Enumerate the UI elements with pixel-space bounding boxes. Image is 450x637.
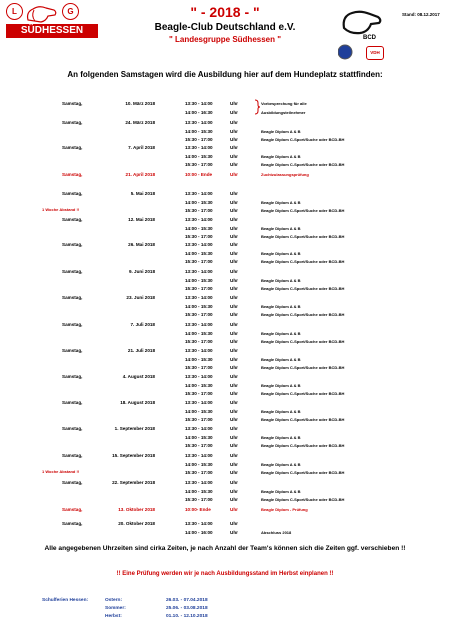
time-range: 14:00 - 15:30 <box>185 488 213 494</box>
logo-letter-l: L <box>6 3 23 20</box>
time-range: 14:00 - 15:30 <box>185 461 213 467</box>
day-label: Samstag, <box>62 480 83 485</box>
session-note: Vorbesprechung für alle <box>261 101 307 106</box>
day-label: Samstag, <box>62 426 83 431</box>
day-label: Samstag, <box>62 322 83 327</box>
day-label: Samstag, <box>62 172 83 177</box>
session-note: Beagle Diplom C-Sport/Suche oder BCD-BH <box>261 443 345 448</box>
logo-letter-g: G <box>62 3 79 20</box>
session-note: Beagle Diplom A & B <box>261 303 301 309</box>
session-note: Beagle Diplom C-Sport/Suche oder BCD-BH <box>261 208 345 213</box>
day-label: Samstag, <box>62 101 83 106</box>
uhr-label: Uhr <box>230 400 238 405</box>
uhr-label: Uhr <box>230 488 238 494</box>
uhr-label: Uhr <box>230 277 238 283</box>
time-range: 13:30 - 14:00 <box>185 348 213 353</box>
uhr-label: Uhr <box>230 199 238 205</box>
session-note: Beagle Diplom A & B <box>261 330 301 336</box>
time-range: 15:30 - 17:00 <box>185 234 213 239</box>
session-note: Beagle Diplom C-Sport/Suche oder BCD-BH <box>261 259 345 264</box>
session-note: Beagle Diplom A & B <box>261 199 301 205</box>
session-note: Beagle Diplom A & B <box>261 434 301 440</box>
uhr-label: Uhr <box>230 242 238 247</box>
time-range: 15:30 - 17:00 <box>185 417 213 422</box>
uhr-label: Uhr <box>230 461 238 467</box>
session-note: Abschluss 2018 <box>261 529 292 535</box>
stand-date: Stand: 08.12.2017 <box>402 12 440 17</box>
uhr-label: Uhr <box>230 137 238 142</box>
uhr-label: Uhr <box>230 295 238 300</box>
uhr-label: Uhr <box>230 426 238 431</box>
session-note: Beagle Diplom A & B <box>261 382 301 388</box>
time-range: 14:00 - 16:30 <box>185 109 213 115</box>
time-range: 13:30 - 14:00 <box>185 400 213 405</box>
brace-icon <box>254 99 261 115</box>
schedule-row <box>0 337 450 346</box>
schedule-row <box>0 170 450 179</box>
uhr-label: Uhr <box>230 269 238 274</box>
uhr-label: Uhr <box>230 217 238 222</box>
session-note: Beagle Diplom - Prüfung <box>261 507 308 512</box>
schedule-row <box>0 108 450 117</box>
session-note: Beagle Diplom A & B <box>261 408 301 414</box>
holidays-label: Schulferien Hessen: <box>42 598 89 603</box>
uhr-label: Uhr <box>230 374 238 379</box>
lg-suedhessen-logo <box>4 3 102 45</box>
date-label: 7. Juli 2018 <box>130 322 155 327</box>
time-range: 14:00 - 16:00 <box>185 529 213 535</box>
session-note: Beagle Diplom C-Sport/Suche oder BCD-BH <box>261 286 345 291</box>
uhr-label: Uhr <box>230 250 238 256</box>
club-subtitle: " Landesgruppe Südhessen " <box>168 35 282 44</box>
session-note: Beagle Diplom C-Sport/Suche oder BCD-BH <box>261 417 345 422</box>
holiday-range: 25.06. - 03.08.2018 <box>166 606 208 611</box>
time-range: 13:30 - 14:00 <box>185 217 213 222</box>
time-range: 10:00 - Ende <box>185 172 213 177</box>
date-label: 26. Mai 2018 <box>128 242 155 247</box>
session-note: Beagle Diplom A & B <box>261 488 301 494</box>
date-label: 12. Mai 2018 <box>128 217 155 222</box>
day-label: Samstag, <box>62 374 83 379</box>
time-range: 14:00 - 15:30 <box>185 250 213 256</box>
uhr-label: Uhr <box>230 391 238 396</box>
exam-note: !! Eine Prüfung werden wir je nach Ausbildungsstand im Herbst einplanen !! <box>116 571 334 577</box>
uhr-label: Uhr <box>230 434 238 440</box>
time-range: 13:30 - 14:00 <box>185 191 213 196</box>
schedule-row <box>0 257 450 266</box>
week-gap-note: 1 Woche Abstand !! <box>42 207 80 212</box>
session-note: Beagle Diplom A & B <box>261 225 301 231</box>
time-range: 13:30 - 14:00 <box>185 242 213 247</box>
time-range: 14:00 - 15:30 <box>185 408 213 414</box>
schedule-row <box>0 310 450 319</box>
uhr-label: Uhr <box>230 365 238 370</box>
date-label: 15. September 2018 <box>112 453 155 458</box>
day-label: Samstag, <box>62 145 83 150</box>
uhr-label: Uhr <box>230 470 238 475</box>
uhr-label: Uhr <box>230 225 238 231</box>
time-range: 13:30 - 14:00 <box>185 426 213 431</box>
time-range: 13:30 - 14:00 <box>185 295 213 300</box>
date-label: 13. Oktober 2018 <box>118 507 155 512</box>
uhr-label: Uhr <box>230 234 238 239</box>
uhr-label: Uhr <box>230 208 238 213</box>
date-label: 22. September 2018 <box>112 480 155 485</box>
vdh-badge: VDH <box>366 46 384 60</box>
time-range: 14:00 - 15:30 <box>185 356 213 362</box>
time-range: 15:30 - 17:00 <box>185 312 213 317</box>
time-range: 15:30 - 17:00 <box>185 391 213 396</box>
time-range: 14:00 - 15:30 <box>185 303 213 309</box>
uhr-label: Uhr <box>230 312 238 317</box>
time-range: 13:30 - 14:00 <box>185 480 213 485</box>
uhr-label: Uhr <box>230 339 238 344</box>
time-range: 15:30 - 17:00 <box>185 497 213 502</box>
schedule-row <box>0 160 450 169</box>
club-name: Beagle-Club Deutschland e.V. <box>154 22 296 33</box>
time-range: 14:00 - 15:30 <box>185 153 213 159</box>
schedule-row <box>0 415 450 424</box>
session-note: Beagle Diplom A & B <box>261 250 301 256</box>
day-label: Samstag, <box>62 242 83 247</box>
time-range: 15:30 - 17:00 <box>185 259 213 264</box>
time-range: 13:30 - 14:00 <box>185 453 213 458</box>
time-range: 10:00- Ende <box>185 507 211 512</box>
time-range: 14:00 - 15:30 <box>185 330 213 336</box>
time-range: 15:30 - 17:00 <box>185 443 213 448</box>
session-note: Beagle Diplom C-Sport/Suche oder BCD-BH <box>261 137 345 142</box>
session-note: Beagle Diplom C-Sport/Suche oder BCD-BH <box>261 234 345 239</box>
date-label: 20. Oktober 2018 <box>118 521 155 526</box>
time-range: 13:30 - 14:00 <box>185 521 213 526</box>
session-note: Beagle Diplom A & B <box>261 153 301 159</box>
date-label: 7. April 2018 <box>128 145 155 150</box>
holiday-name: Herbst: <box>105 614 122 619</box>
holiday-range: 26.03. - 07.04.2018 <box>166 598 208 603</box>
uhr-label: Uhr <box>230 145 238 150</box>
uhr-label: Uhr <box>230 109 238 115</box>
uhr-label: Uhr <box>230 191 238 196</box>
uhr-label: Uhr <box>230 356 238 362</box>
uhr-label: Uhr <box>230 382 238 388</box>
day-label: Samstag, <box>62 507 83 512</box>
schedule-row <box>0 363 450 372</box>
logo-band: SÜDHESSEN <box>6 24 98 38</box>
session-note: Beagle Diplom C-Sport/Suche oder BCD-BH <box>261 470 345 475</box>
day-label: Samstag, <box>62 217 83 222</box>
time-disclaimer: Alle angegebenen Uhrzeiten sind cirka Zeiten, je nach Anzahl der Team's können sich die Zeiten ggf. verschieben !! <box>44 545 406 552</box>
intro-text: An folgenden Samstagen wird die Ausbildung hier auf dem Hundeplatz stattfinden: <box>67 70 383 79</box>
schedule-row <box>0 505 450 514</box>
seal-icon <box>338 45 352 59</box>
session-note: Beagle Diplom C-Sport/Suche oder BCD-BH <box>261 339 345 344</box>
uhr-label: Uhr <box>230 443 238 448</box>
date-label: 18. August 2018 <box>120 400 155 405</box>
date-label: 24. März 2018 <box>125 120 155 125</box>
uhr-label: Uhr <box>230 348 238 353</box>
bcd-logo <box>338 8 400 60</box>
session-note: Beagle Diplom A & B <box>261 277 301 283</box>
uhr-label: Uhr <box>230 408 238 414</box>
uhr-label: Uhr <box>230 172 238 177</box>
uhr-label: Uhr <box>230 303 238 309</box>
uhr-label: Uhr <box>230 128 238 134</box>
schedule-row <box>0 528 450 537</box>
beagle-head-icon <box>24 4 58 24</box>
uhr-label: Uhr <box>230 120 238 125</box>
session-note: Zuchtzulassungsprüfung <box>261 172 309 177</box>
year-title: " - 2018 - " <box>190 4 260 20</box>
date-label: 23. Juni 2018 <box>126 295 155 300</box>
time-range: 15:30 - 17:00 <box>185 339 213 344</box>
session-note: Beagle Diplom A & B <box>261 461 301 467</box>
session-note: Beagle Diplom A & B <box>261 128 301 134</box>
time-range: 15:30 - 17:00 <box>185 365 213 370</box>
time-range: 15:30 - 17:00 <box>185 208 213 213</box>
session-note: Beagle Diplom A & B <box>261 356 301 362</box>
uhr-label: Uhr <box>230 286 238 291</box>
day-label: Samstag, <box>62 400 83 405</box>
day-label: Samstag, <box>62 120 83 125</box>
date-label: 10. März 2018 <box>125 101 155 106</box>
time-range: 14:00 - 15:30 <box>185 225 213 231</box>
day-label: Samstag, <box>62 269 83 274</box>
uhr-label: Uhr <box>230 330 238 336</box>
session-note: Beagle Diplom C-Sport/Suche oder BCD-BH <box>261 365 345 370</box>
schedule-row <box>0 389 450 398</box>
uhr-label: Uhr <box>230 497 238 502</box>
schedule-row <box>0 441 450 450</box>
time-range: 15:30 - 17:00 <box>185 470 213 475</box>
session-note: Beagle Diplom C-Sport/Suche oder BCD-BH <box>261 497 345 502</box>
time-range: 14:00 - 15:30 <box>185 382 213 388</box>
time-range: 13:30 - 14:00 <box>185 374 213 379</box>
holiday-range: 01.10. - 12.10.2018 <box>166 614 208 619</box>
session-note: Beagle Diplom C-Sport/Suche oder BCD-BH <box>261 162 345 167</box>
session-note: Beagle Diplom C-Sport/Suche oder BCD-BH <box>261 391 345 396</box>
uhr-label: Uhr <box>230 162 238 167</box>
uhr-label: Uhr <box>230 480 238 485</box>
week-gap-note: 1 Woche Abstand !! <box>42 469 80 474</box>
day-label: Samstag, <box>62 453 83 458</box>
holiday-name: Sommer: <box>105 606 126 611</box>
date-label: 9. Juni 2018 <box>128 269 155 274</box>
time-range: 13:30 - 14:00 <box>185 145 213 150</box>
time-range: 14:00 - 15:30 <box>185 199 213 205</box>
uhr-label: Uhr <box>230 521 238 526</box>
bcd-text: BCD <box>363 35 376 41</box>
session-note: Beagle Diplom C-Sport/Suche oder BCD-BH <box>261 312 345 317</box>
time-range: 13:30 - 14:00 <box>185 101 213 106</box>
uhr-label: Uhr <box>230 417 238 422</box>
session-note: Ausbildungsteilnehmer <box>261 109 306 115</box>
time-range: 13:30 - 14:00 <box>185 322 213 327</box>
date-label: 1. September 2018 <box>114 426 155 431</box>
day-label: Samstag, <box>62 295 83 300</box>
uhr-label: Uhr <box>230 259 238 264</box>
date-label: 4. August 2018 <box>122 374 155 379</box>
day-label: Samstag, <box>62 521 83 526</box>
uhr-label: Uhr <box>230 322 238 327</box>
time-range: 13:30 - 14:00 <box>185 120 213 125</box>
uhr-label: Uhr <box>230 453 238 458</box>
schedule-row <box>0 495 450 504</box>
time-range: 14:00 - 15:30 <box>185 277 213 283</box>
time-range: 14:00 - 15:30 <box>185 128 213 134</box>
time-range: 15:30 - 17:00 <box>185 162 213 167</box>
date-label: 5. Mai 2018 <box>130 191 155 196</box>
day-label: Samstag, <box>62 191 83 196</box>
uhr-label: Uhr <box>230 153 238 159</box>
date-label: 21. April 2018 <box>125 172 155 177</box>
time-range: 15:30 - 17:00 <box>185 286 213 291</box>
time-range: 13:30 - 14:00 <box>185 269 213 274</box>
uhr-label: Uhr <box>230 529 238 535</box>
holiday-name: Ostern: <box>105 598 123 603</box>
date-label: 21. Juli 2018 <box>127 348 155 353</box>
uhr-label: Uhr <box>230 507 238 512</box>
uhr-label: Uhr <box>230 101 238 106</box>
day-label: Samstag, <box>62 348 83 353</box>
time-range: 14:00 - 15:30 <box>185 434 213 440</box>
time-range: 15:30 - 17:00 <box>185 137 213 142</box>
schedule-row <box>0 284 450 293</box>
